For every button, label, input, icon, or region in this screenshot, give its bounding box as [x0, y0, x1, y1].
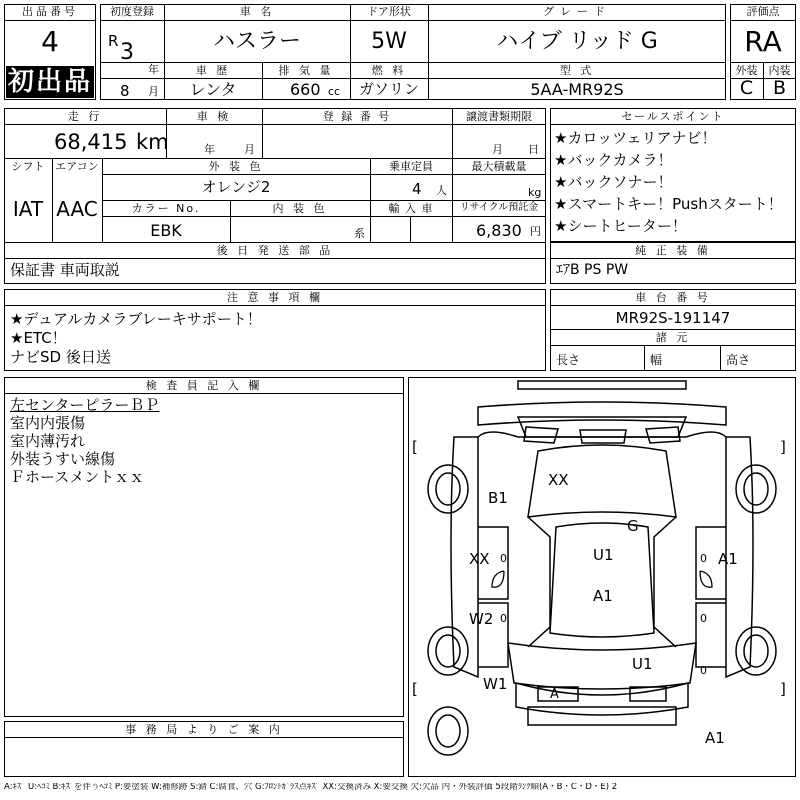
damage-mark: A1 [705, 729, 725, 747]
capacity: 4 [412, 180, 422, 198]
import-label: 輸 入 車 [388, 202, 434, 215]
zero-mark: 0 [500, 612, 507, 625]
ext-color-label: 外 装 色 [208, 160, 264, 173]
note-item: ナビSD 後日送 [10, 348, 111, 366]
zero-mark: 0 [700, 664, 707, 677]
chassis-number: MR92S-191147 [615, 309, 731, 327]
history: レンタ [189, 80, 237, 99]
damage-mark: G [627, 517, 639, 535]
car-diagram [408, 377, 796, 777]
inspector-label: 検 査 員 記 入 欄 [145, 379, 263, 392]
ac: AAC [56, 197, 98, 221]
damage-mark: XX [469, 550, 490, 568]
bracket: [ [412, 438, 418, 456]
score: RA [744, 25, 782, 58]
shift-label: シフト [11, 160, 45, 173]
zero-mark: 0 [700, 612, 707, 625]
car-name-label: 車 名 [239, 5, 275, 18]
recycle-unit: 円 [530, 225, 541, 238]
history-label: 車 歴 [195, 64, 231, 77]
damage-mark: W1 [483, 675, 508, 693]
interior-label: 内装 [768, 64, 791, 77]
transfer-month-unit: 月 [492, 143, 503, 156]
damage-mark: A1 [593, 587, 613, 605]
sales-point-item: ★バックソナー！ [554, 173, 673, 191]
door-label: ドア形状 [367, 5, 411, 18]
zero-mark: 0 [700, 552, 707, 565]
displacement: 660 [290, 80, 321, 99]
car-name: ハスラー [212, 29, 301, 54]
reg-year: 3 [120, 40, 134, 65]
displacement-label: 排 気 量 [278, 64, 334, 77]
exterior-label: 外装 [735, 64, 758, 77]
color-no-label: カラー No. [131, 202, 201, 215]
later-parts: 保証書 車両取説 [10, 261, 120, 279]
color-no: EBK [150, 221, 182, 240]
equipment-label: 純 正 装 備 [635, 244, 711, 257]
score-label: 評価点 [746, 5, 780, 18]
load-label: 最大積載量 [471, 160, 527, 173]
capacity-unit: 人 [436, 184, 447, 197]
inspector-note: Ｆホースメントｘｘ [10, 468, 145, 486]
inspector-note: 室内薄汚れ [10, 432, 86, 450]
height-label: 高さ [726, 353, 751, 367]
transfer-day-unit: 日 [528, 143, 539, 156]
capacity-label: 乗車定員 [389, 160, 433, 173]
int-color-label: 内 装 色 [272, 202, 328, 215]
recycle-amount: 6,830 [476, 221, 522, 240]
first-reg-label: 初度登録 [110, 5, 154, 18]
int-color-unit: 系 [354, 227, 365, 240]
grade-label: グレード [543, 5, 611, 18]
damage-mark: U1 [632, 655, 653, 673]
inspection-month-unit: 月 [244, 143, 255, 156]
mileage: 68,415 [54, 130, 128, 154]
inspection-label: 車 検 [196, 110, 232, 123]
lot-number: 4 [41, 25, 59, 58]
month-unit: 月 [148, 85, 159, 98]
fuel-label: 燃 料 [371, 64, 407, 77]
office-label: 事 務 局 よ り ご 案 内 [125, 723, 283, 736]
sales-point-item: ★カロッツェリアナビ！ [554, 129, 717, 147]
bracket: ] [780, 438, 786, 456]
note-item: ★ETC！ [10, 329, 67, 347]
inspector-note: 室内内張傷 [10, 414, 86, 432]
ext-color: オレンジ2 [201, 178, 271, 196]
inspection-year-unit: 年 [204, 143, 215, 156]
damage-mark: A1 [718, 550, 738, 568]
mileage-label: 走 行 [67, 110, 103, 123]
recycle-label: リサイクル預託金 [459, 202, 539, 213]
mileage-unit: km [136, 130, 169, 154]
sales-point-item: ★バックカメラ！ [554, 151, 673, 169]
plate-label: 登 録 番 号 [322, 110, 392, 123]
load-unit: kg [528, 186, 542, 199]
ac-label: エアコン [55, 160, 99, 173]
notes-label: 注 意 事 項 欄 [227, 291, 323, 304]
width-label: 幅 [650, 353, 663, 367]
model-code: 5AA-MR92S [530, 80, 624, 99]
grade: ハイブ リッド G [496, 29, 658, 54]
lot-label: 出品番号 [22, 5, 78, 18]
transfer-label: 譲渡書類期限 [466, 110, 532, 123]
era: R [108, 32, 119, 50]
inspector-note: 左センターピラーＢＰ [10, 396, 160, 414]
damage-mark: XX [548, 471, 569, 489]
bracket: ] [780, 680, 786, 698]
note-item: ★デュアルカメラブレーキサポート！ [10, 310, 262, 328]
damage-mark: W2 [469, 610, 494, 628]
damage-mark: B1 [488, 489, 508, 507]
zero-mark: 0 [500, 552, 507, 565]
sales-points-label: セールスポイント [621, 110, 725, 123]
model-label: 型 式 [559, 64, 595, 77]
sales-point-item: ★シートヒーター！ [554, 217, 687, 235]
first-listing-badge: 初出品 [7, 67, 92, 97]
sales-point-item: ★スマートキー！Pushスタート！ [554, 195, 783, 213]
year-unit: 年 [148, 63, 159, 76]
inspector-note: 外装うすい線傷 [10, 450, 116, 468]
equipment-value: ｴｱB PS PW [556, 262, 629, 278]
exterior-grade: C [739, 77, 754, 99]
damage-mark: U1 [593, 546, 614, 564]
length-label: 長さ [556, 353, 581, 367]
shift: IAT [12, 197, 44, 221]
dims-label: 諸 元 [655, 331, 691, 344]
displacement-unit: cc [328, 85, 341, 98]
damage-mark: A [550, 687, 559, 702]
later-parts-label: 後 日 発 送 部 品 [216, 244, 334, 257]
chassis-label: 車 台 番 号 [635, 291, 711, 304]
door-type: 5W [371, 29, 407, 54]
bracket: [ [412, 680, 418, 698]
interior-grade: B [772, 77, 787, 99]
reg-month: 8 [120, 82, 130, 100]
legend: A:ｷｽﾞ U:ﾍｺﾐ B:ｷｽﾞを伴うﾍｺﾐ P:要塗装 W:補修跡 S:錆 C:腐食、穴 G:ﾌﾛﾝﾄｶﾞﾗｽ点ｷｽﾞ XX:交換済み X:要交換 欠:欠品 内・外装評価 5段階ﾗﾝｸ順(A・B・C・D・E) 2 [4, 783, 618, 792]
fuel: ガソリン [358, 80, 419, 98]
